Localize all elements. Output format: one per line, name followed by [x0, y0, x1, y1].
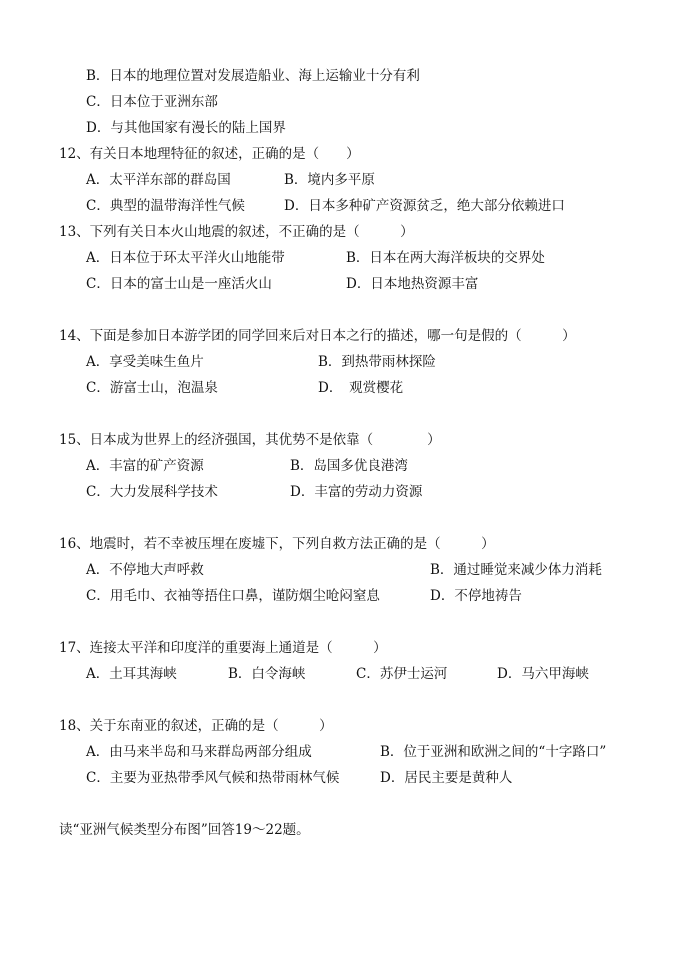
question-14-stem: 14、下面是参加日本游学团的同学回来后对日本之行的描述，哪一句是假的（ ）: [59, 328, 576, 344]
question-12-stem: 12、有关日本地理特征的叙述，正确的是（ ）: [59, 146, 360, 162]
question-13-option-a: A．日本位于环太平洋火山地能带: [86, 250, 285, 266]
question-13-option-b: B．日本在两大海洋板块的交界处: [346, 250, 545, 266]
question-16-option-a: A．不停地大声呼救: [86, 562, 204, 578]
question-15-option-c: C．大力发展科学技术: [86, 484, 218, 500]
question-17-option-d: D．马六甲海峡: [497, 666, 589, 682]
question-12-option-c: C．典型的温带海洋性气候: [86, 198, 245, 214]
question-15-option-d: D．丰富的劳动力资源: [290, 484, 423, 500]
question-12-option-b: B．境内多平原: [284, 172, 375, 188]
question-15-option-b: B．岛国多优良港湾: [290, 458, 408, 474]
question-14-option-a: A．享受美味生鱼片: [86, 354, 204, 370]
question-18-option-d: D．居民主要是黄种人: [380, 770, 513, 786]
question-13-stem: 13、下列有关日本火山地震的叙述，不正确的是（ ）: [59, 224, 414, 240]
question-12-option-a: A．太平洋东部的群岛国: [86, 172, 231, 188]
question-18-stem: 18、关于东南亚的叙述，正确的是（ ）: [59, 718, 333, 734]
question-16-option-d: D．不停地祷告: [430, 588, 522, 604]
question-16-stem: 16、地震时，若不幸被压埋在废墟下，下列自救方法正确的是（ ）: [59, 536, 495, 552]
question-16-option-c: C．用毛巾、衣袖等捂住口鼻，谨防烟尘呛闷窒息: [86, 588, 380, 604]
question-18-option-b: B．位于亚洲和欧洲之间的“十字路口”: [380, 744, 607, 760]
question-14-option-c: C．游富士山，泡温泉: [86, 380, 218, 396]
question-18-option-c: C．主要为亚热带季风气候和热带雨林气候: [86, 770, 340, 786]
question-17-option-c: C．苏伊士运河: [356, 666, 448, 682]
question-17-option-a: A．土耳其海峡: [86, 666, 177, 682]
option-b: B．日本的地理位置对发展造船业、海上运输业十分有利: [86, 68, 420, 84]
question-18-option-a: A．由马来半岛和马来群岛两部分组成: [86, 744, 312, 760]
question-17-option-b: B．白令海峡: [228, 666, 306, 682]
question-13-option-c: C．日本的富士山是一座活火山: [86, 276, 272, 292]
question-15-option-a: A．丰富的矿产资源: [86, 458, 204, 474]
question-16-option-b: B．通过睡觉来减少体力消耗: [430, 562, 602, 578]
question-12-option-d: D．日本多种矿产资源贫乏，绝大部分依赖进口: [284, 198, 565, 214]
question-13-option-d: D．日本地热资源丰富: [346, 276, 479, 292]
question-15-stem: 15、日本成为世界上的经济强国，其优势不是依靠（ ）: [59, 432, 441, 448]
question-17-stem: 17、连接太平洋和印度洋的重要海上通道是（ ）: [59, 640, 387, 656]
question-14-option-d: D． 观赏樱花: [318, 380, 404, 396]
option-d: D．与其他国家有漫长的陆上国界: [86, 120, 286, 136]
option-c: C．日本位于亚洲东部: [86, 94, 218, 110]
reading-prompt: 读“亚洲气候类型分布图”回答19～22题。: [59, 822, 310, 838]
question-14-option-b: B．到热带雨林探险: [318, 354, 436, 370]
